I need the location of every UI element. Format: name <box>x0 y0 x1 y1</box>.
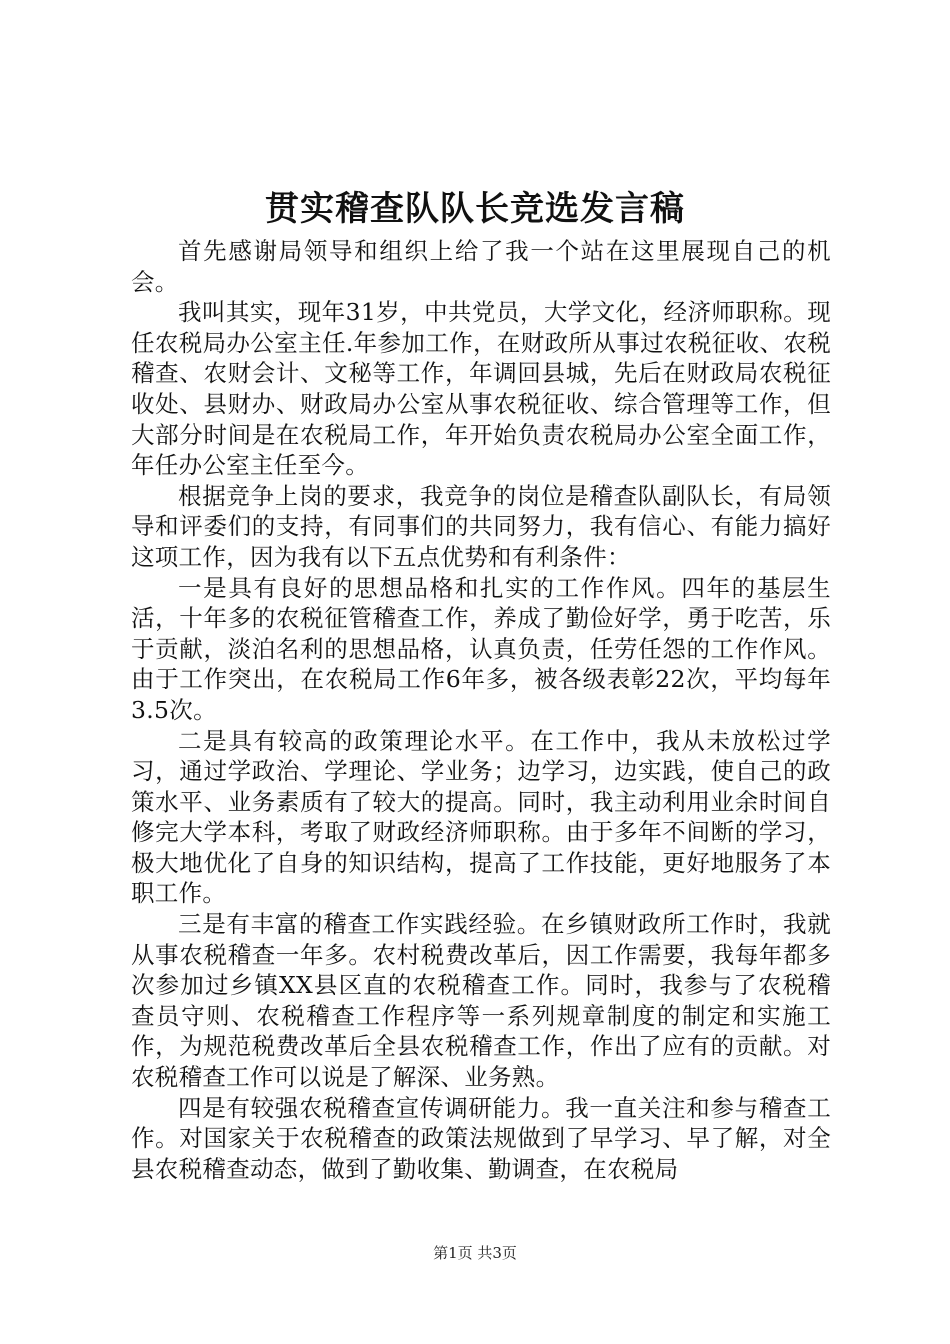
paragraph-point-one: 一是具有良好的思想品格和扎实的工作作风。四年的基层生活，十年多的农税征管稽查工作，养成了勤俭好学，勇于吃苦，乐于贡献，淡泊名利的思想品格，认真负责，任劳任怨的工作作风。由于工作突出，在农税局工作6年多，被各级表彰22次，平均每年3.5次。 <box>131 573 831 724</box>
paragraph-self-introduction: 我叫其实，现年31岁，中共党员，大学文化，经济师职称。现任农税局办公室主任.年参加工作，在财政所从事过农税征收、农税稽查、农财会计、文秘等工作，年调回县城，先后在财政局农税征收处、县财办、财政局办公室从事农税征收、综合管理等工作，但大部分时间是在农税局工作，年开始负责农税局办公室全面工作，年任办公室主任至今。 <box>131 298 831 480</box>
paragraph-point-four: 四是有较强农税稽查宣传调研能力。我一直关注和参与稽查工作。对国家关于农税稽查的政策法规做到了早学习、早了解，对全县农税稽查动态，做到了勤收集、勤调查，在农税局 <box>131 1093 831 1183</box>
document-body <box>131 236 831 1184</box>
paragraph-intro: 首先感谢局领导和组织上给了我一个站在这里展现自己的机会。 <box>131 237 831 296</box>
paragraph-point-two: 二是具有较高的政策理论水平。在工作中，我从未放松过学习，通过学政治、学理论、学业务；边学习，边实践，使自己的政策水平、业务素质有了较大的提高。同时，我主动利用业余时间自修完大学本科，考取了财政经济师职称。由于多年不间断的学习，极大地优化了自身的知识结构，提高了工作技能，更好地服务了本职工作。 <box>131 726 831 908</box>
paragraph-position: 根据竞争上岗的要求，我竞争的岗位是稽查队副队长，有局领导和评委们的支持，有同事们的共同努力，我有信心、有能力搞好这项工作，因为我有以下五点优势和有利条件： <box>131 481 831 571</box>
page-footer: 第1页 共3页 <box>433 1244 517 1262</box>
document-title: 贯实稽查队队长竞选发言稿 <box>265 189 685 229</box>
paragraph-point-three: 三是有丰富的稽查工作实践经验。在乡镇财政所工作时，我就从事农税稽查一年多。农村税费改革后，因工作需要，我每年都多次参加过乡镇XX县区直的农税稽查工作。同时，我参与了农税稽查员守则、农税稽查工作程序等一系列规章制度的制定和实施工作，为规范税费改革后全县农税稽查工作，作出了应有的贡献。对农税稽查工作可以说是了解深、业务熟。 <box>131 910 831 1092</box>
